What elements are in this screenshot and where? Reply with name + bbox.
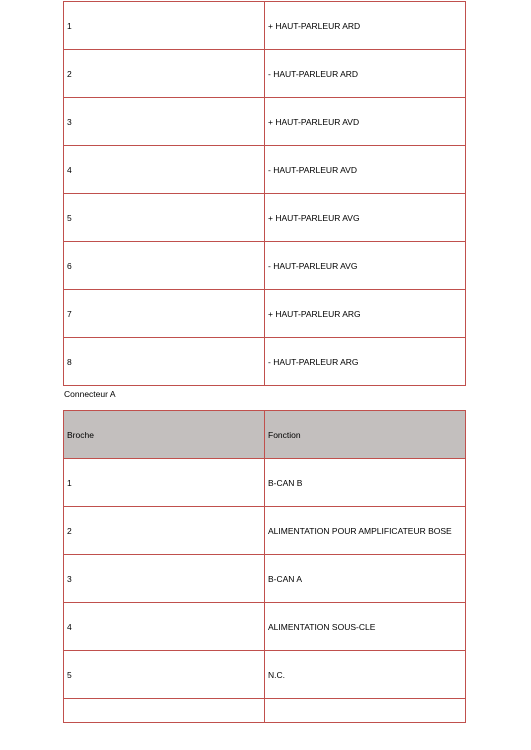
table-row <box>64 2 466 50</box>
header-broche: Broche <box>64 411 265 459</box>
table-row-empty <box>64 699 466 723</box>
table-row <box>64 98 466 146</box>
pin-function-cell: + HAUT-PARLEUR ARD <box>265 2 466 50</box>
table-header-row <box>64 411 466 459</box>
pin-function-cell: ALIMENTATION POUR AMPLIFICATEUR BOSE <box>265 507 466 555</box>
pin-number-cell: 4 <box>64 146 265 194</box>
pin-function-cell: N.C. <box>265 651 466 699</box>
header-fonction: Fonction <box>265 411 466 459</box>
empty-cell <box>64 699 265 723</box>
pin-function-cell: B-CAN A <box>265 555 466 603</box>
pin-function-cell: + HAUT-PARLEUR AVD <box>265 98 466 146</box>
pin-number-cell: 2 <box>64 507 265 555</box>
table-row <box>64 338 466 386</box>
pin-function-cell: + HAUT-PARLEUR AVG <box>265 194 466 242</box>
pin-number-cell: 4 <box>64 603 265 651</box>
pin-number-cell: 8 <box>64 338 265 386</box>
empty-cell <box>265 699 466 723</box>
pin-function-cell: - HAUT-PARLEUR ARD <box>265 50 466 98</box>
pin-number-cell: 1 <box>64 459 265 507</box>
pin-function-cell: + HAUT-PARLEUR ARG <box>265 290 466 338</box>
table-row <box>64 290 466 338</box>
pin-number-cell: 5 <box>64 651 265 699</box>
table-row <box>64 459 466 507</box>
pin-function-cell: - HAUT-PARLEUR ARG <box>265 338 466 386</box>
table-row <box>64 242 466 290</box>
pin-function-cell: - HAUT-PARLEUR AVD <box>265 146 466 194</box>
pin-number-cell: 5 <box>64 194 265 242</box>
table-row <box>64 555 466 603</box>
pin-number-cell: 3 <box>64 98 265 146</box>
table-row <box>64 507 466 555</box>
pin-number-cell: 7 <box>64 290 265 338</box>
table-row <box>64 651 466 699</box>
connector-caption: Connecteur A <box>64 389 116 399</box>
connector-a-pin-table <box>63 410 466 723</box>
speaker-pin-table <box>63 1 466 386</box>
table-row <box>64 194 466 242</box>
pin-number-cell: 2 <box>64 50 265 98</box>
pin-function-cell: - HAUT-PARLEUR AVG <box>265 242 466 290</box>
pin-function-cell: ALIMENTATION SOUS-CLE <box>265 603 466 651</box>
pin-number-cell: 3 <box>64 555 265 603</box>
table-row <box>64 603 466 651</box>
pin-number-cell: 6 <box>64 242 265 290</box>
pin-function-cell: B-CAN B <box>265 459 466 507</box>
table-row <box>64 50 466 98</box>
table-row <box>64 146 466 194</box>
pin-number-cell: 1 <box>64 2 265 50</box>
